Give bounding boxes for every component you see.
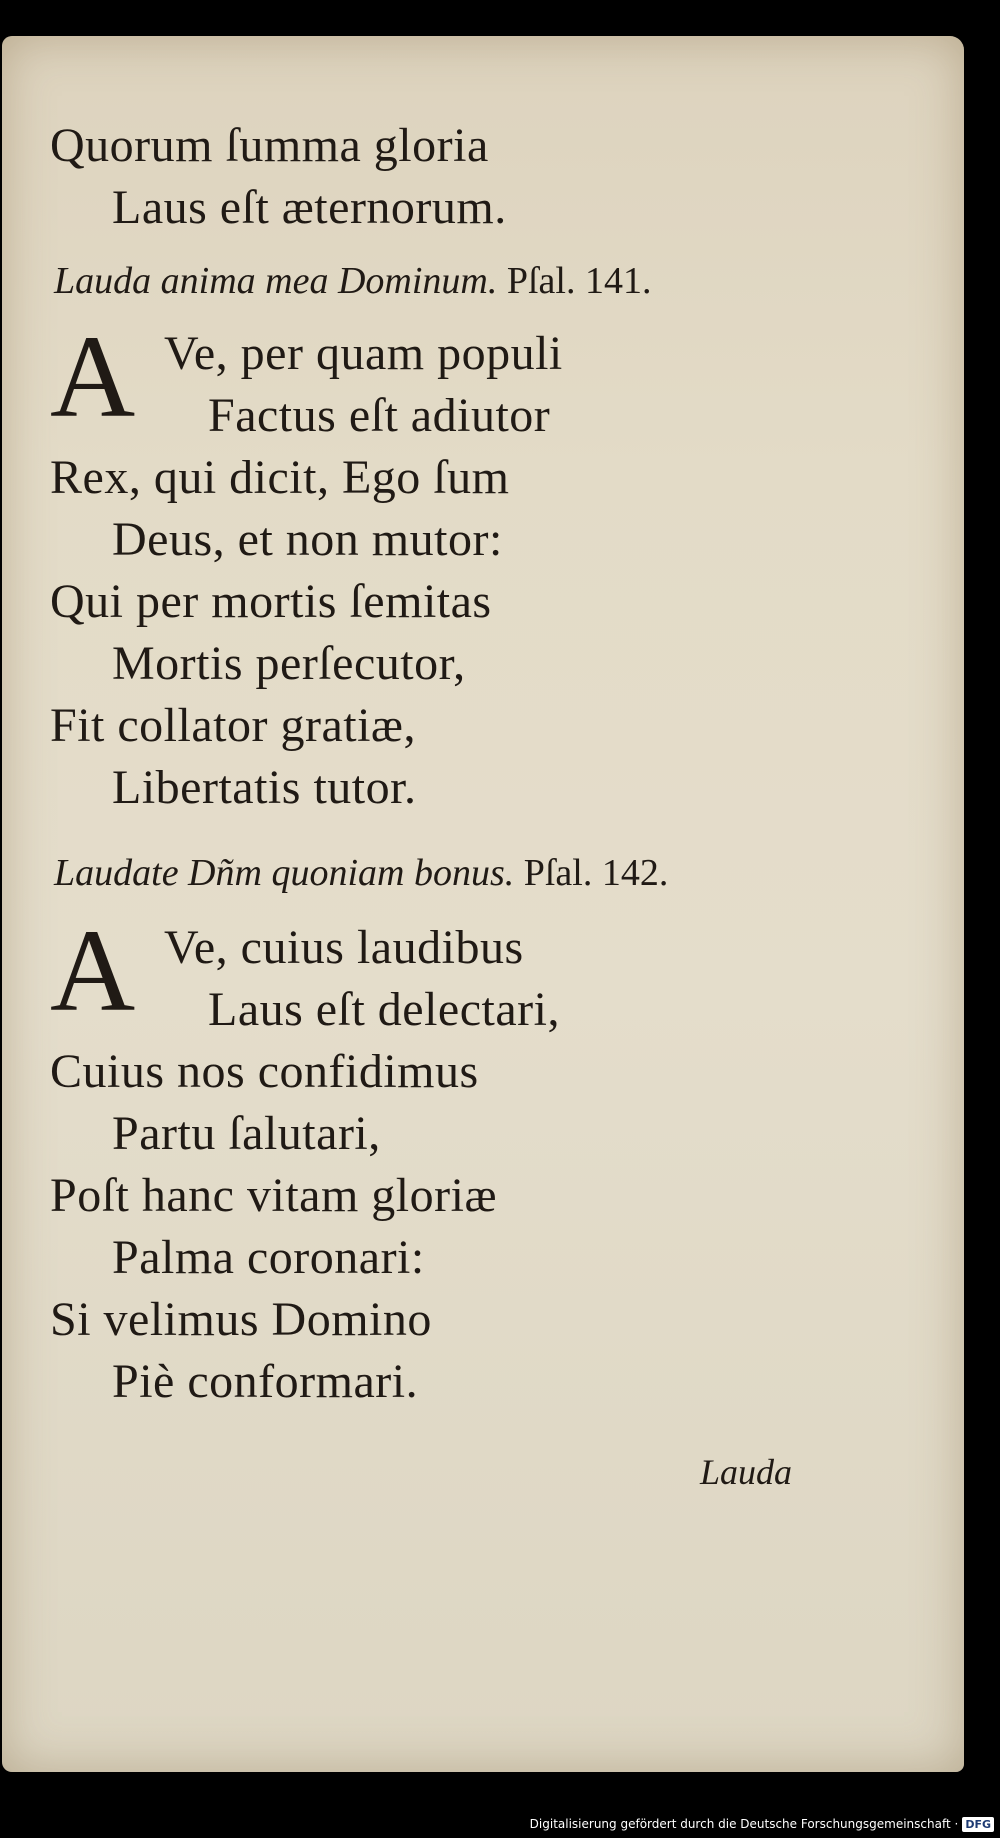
verse-line: Ve, cuius laudibus (164, 921, 524, 974)
verse-line: Quorum ſumma gloria (50, 119, 489, 172)
psalm-reference: Pſal. 142. (523, 852, 669, 894)
digitization-footer (530, 1813, 994, 1835)
verse-line: Laus eſt æternorum. (112, 181, 507, 234)
verse-line: Qui per mortis ſemitas (50, 575, 492, 628)
psalm-reference: Pſal. 141. (506, 260, 652, 302)
verse-line: Ve, per quam populi (164, 327, 563, 380)
footer-credit-text: Digitalisierung gefördert durch die Deutsche Forschungsgemeinschaft · (529, 1817, 959, 1831)
dfg-logo: DFG (962, 1817, 994, 1832)
verse-line: Poſt hanc vitam gloriæ (50, 1169, 497, 1222)
verse-line: Piè conformari. (112, 1355, 419, 1408)
verse-line: Libertatis tutor. (112, 761, 417, 814)
catchword: Lauda (700, 1452, 793, 1492)
drop-capital: A (50, 905, 136, 1036)
psalm-heading-text: Laudate Dñm quoniam bonus. (54, 852, 515, 894)
drop-capital: A (50, 311, 136, 442)
verse-line: Fit collator gratiæ, (50, 699, 416, 752)
verse-line: Laus eſt delectari, (208, 983, 560, 1036)
verse-line: Cuius nos confidimus (50, 1045, 479, 1098)
verse-line: Deus, et non mutor: (112, 513, 503, 566)
psalm-heading (54, 262, 651, 300)
psalm-heading (54, 854, 668, 892)
verse-line: Mortis perſecutor, (112, 637, 466, 690)
verse-line: Factus eſt adiutor (208, 389, 551, 442)
verse-line: Palma coronari: (112, 1231, 425, 1284)
verse-line: Partu ſalutari, (112, 1107, 381, 1160)
verse-line: Si velimus Domino (50, 1293, 432, 1346)
text-block (50, 36, 890, 1736)
book-page (2, 36, 964, 1772)
verse-line: Rex, qui dicit, Ego ſum (50, 451, 510, 504)
psalm-heading-text: Lauda anima mea Dominum. (54, 260, 498, 302)
